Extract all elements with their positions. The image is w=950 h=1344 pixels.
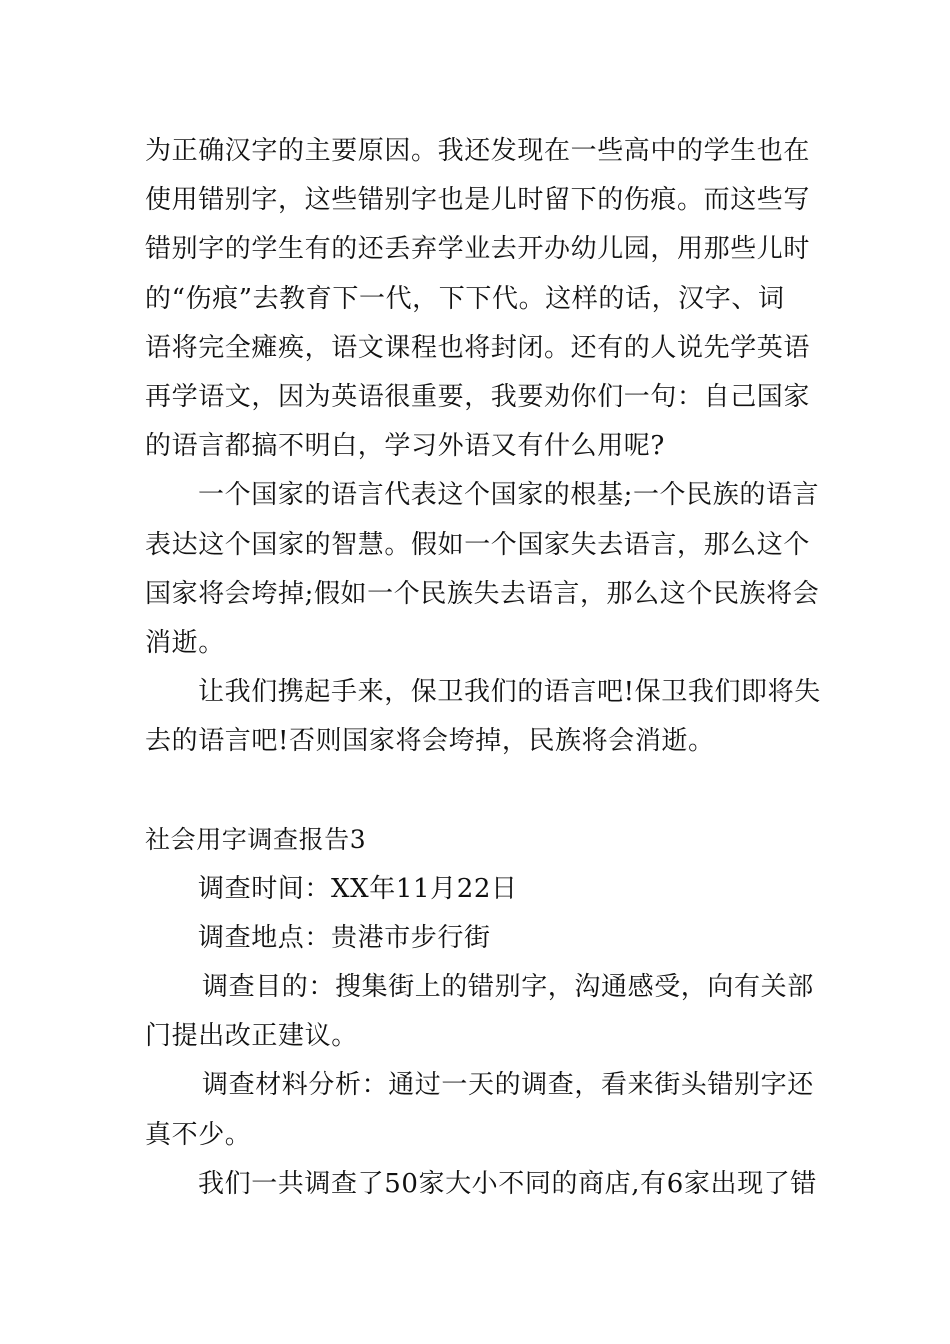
text-line: 的“伤痕”去教育下一代，下下代。这样的话，汉字、词 [145, 283, 785, 314]
survey-purpose [145, 963, 814, 1061]
text-line: 为正确汉字的主要原因。我还发现在一些高中的学生也在 [145, 136, 811, 166]
text-line: 调查材料分析：通过一天的调查，看来街头错别字还 [202, 1070, 814, 1101]
document-page [145, 127, 821, 1209]
survey-place: 调查地点：贵港市步行街 [198, 922, 491, 953]
text-line: 国家将会垮掉;假如一个民族失去语言，那么这个民族将会 [145, 578, 820, 609]
paragraph-call-to-action [145, 668, 821, 766]
text-line: 再学语文，因为英语很重要，我要劝你们一句：自己国家 [145, 381, 811, 412]
survey-analysis [145, 1061, 814, 1159]
section-spacer [145, 766, 810, 815]
paragraph-nation-language [145, 471, 820, 668]
text-line: 去的语言吧!否则国家将会垮掉，民族将会消逝。 [145, 726, 715, 757]
text-line: 我们一共调查了50家大小不同的商店,有6家出现了错 [198, 1168, 817, 1199]
text-line: 真不少。 [145, 1119, 252, 1150]
text-line: 错别字的学生有的还丢弃学业去开办幼儿园，用那些儿时 [145, 234, 811, 265]
paragraph-language-importance [145, 127, 810, 471]
text-line: 门提出改正建议。 [145, 1021, 358, 1052]
section-title: 社会用字调查报告3 [145, 825, 367, 855]
text-line: 表达这个国家的智慧。假如一个国家失去语言，那么这个 [145, 529, 811, 560]
text-line: 的语言都搞不明白，学习外语又有什么用呢? [145, 431, 665, 462]
text-line: 使用错别字，这些错别字也是儿时留下的伤痕。而这些写 [145, 185, 811, 216]
text-line: 语将完全瘫痪，语文课程也将封闭。还有的人说先学英语 [145, 332, 811, 363]
text-line: 消逝。 [145, 627, 225, 658]
text-line: 让我们携起手来，保卫我们的语言吧!保卫我们即将失 [198, 677, 821, 708]
text-line: 调查目的：搜集街上的错别字，沟通感受，向有关部 [202, 972, 814, 1002]
paragraph-survey-result [145, 1160, 817, 1209]
survey-time: 调查时间：XX年11月22日 [198, 873, 518, 904]
text-line: 一个国家的语言代表这个国家的根基;一个民族的语言 [198, 480, 820, 511]
